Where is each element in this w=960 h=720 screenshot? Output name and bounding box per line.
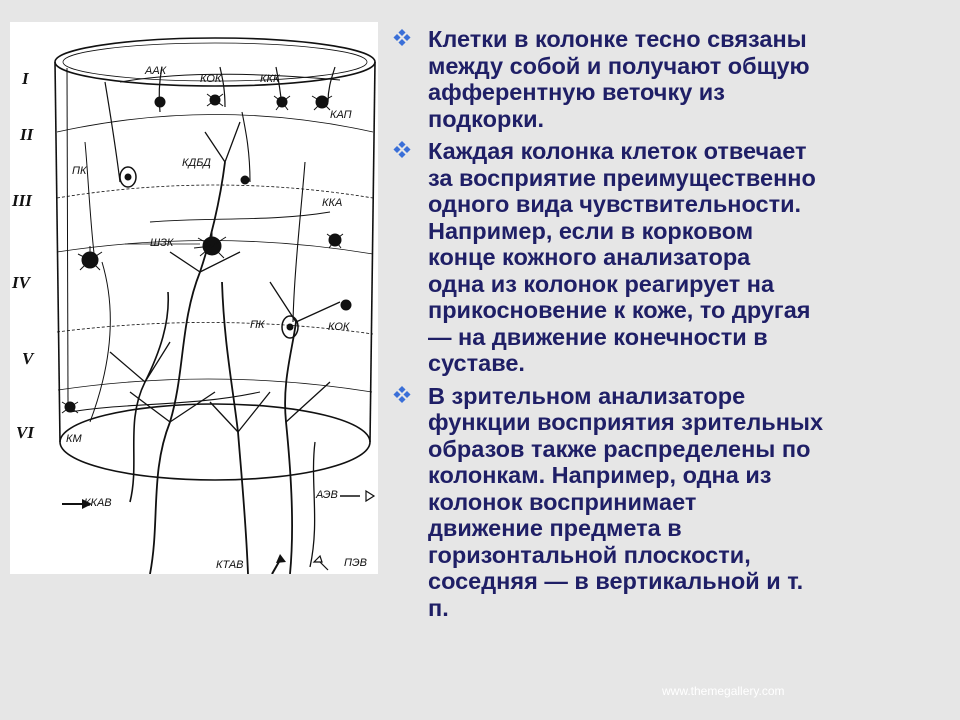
bullet-text: Клетки в колонке тесно связаны между собой и получают общую афферентную веточку из подкорки.: [428, 26, 810, 132]
diamond-bullet-icon: [392, 26, 412, 52]
layer-label-iii: III: [12, 191, 32, 210]
label-kkav: ККАВ: [84, 497, 112, 509]
bullet-list: [392, 26, 954, 627]
label-kok-right: КОК: [328, 321, 350, 333]
diamond-bullet-icon: [392, 383, 412, 409]
layer-label-v: V: [22, 349, 34, 368]
layer-label-vi: VI: [16, 423, 34, 442]
bullet-item: [392, 383, 954, 622]
label-ktav: КТАВ: [216, 559, 244, 571]
footer-url[interactable]: www.themegallery.com: [662, 684, 785, 698]
label-kap: КАП: [330, 109, 352, 121]
label-pev: ПЭВ: [344, 557, 367, 569]
label-kkk: ККК: [260, 73, 280, 85]
cortical-column-figure: [10, 22, 378, 574]
label-pk-left: ПК: [72, 165, 87, 177]
bullet-item: [392, 26, 954, 132]
label-pk-right: ПК: [250, 319, 265, 331]
layer-label-iv: IV: [12, 273, 30, 292]
label-kok-top: КОК: [200, 73, 222, 85]
label-shzk: ШЗК: [150, 237, 174, 249]
diamond-bullet-icon: [392, 138, 412, 164]
bullet-text: В зрительном анализаторе функции восприятия зрительных образов также распределены по колонкам. Например, одна из колонок воспринимает движение предмета в горизонтальной плоскости, соседняя — в вертикальной и т. п.: [428, 382, 824, 621]
label-aak: ААК: [145, 65, 167, 77]
layer-label-ii: II: [20, 125, 34, 144]
label-kka: ККА: [322, 197, 343, 209]
bullet-text: Каждая колонка клеток отвечает за восприятие преимущественно одного вида чувствительности. Например, если в корковом конце кожного анализатора одна из колонок реагирует на прикосновение к коже, то другая — на движение конечности в суставе.: [428, 138, 816, 376]
bullet-item: [392, 138, 954, 377]
label-kdbd: КДБД: [182, 157, 211, 169]
label-km: КМ: [66, 433, 82, 445]
label-aev: АЭВ: [316, 489, 338, 501]
layer-label-i: I: [22, 69, 29, 88]
